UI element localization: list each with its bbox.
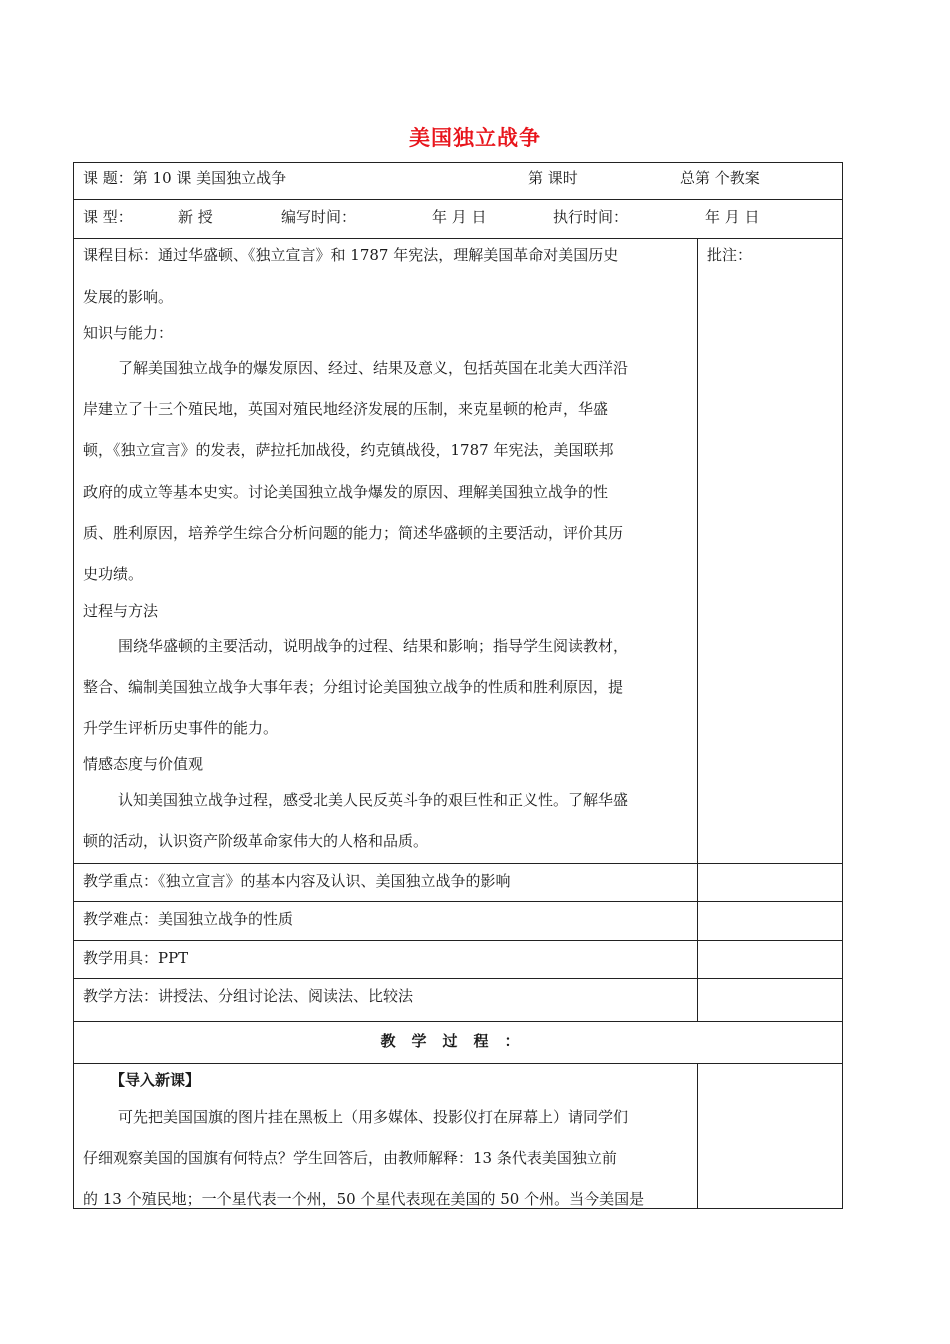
intro-line: 仔细观察美国的国旗有何特点？学生回答后，由教师解释：13 条代表美国独立前 <box>83 1149 617 1167</box>
subject-text: 课 题：第 10 课 美国独立战争 <box>83 169 287 187</box>
objective-line: 升学生评析历史事件的能力。 <box>83 719 279 737</box>
write-time-label: 编写时间： <box>281 208 357 226</box>
row-objectives <box>73 238 843 864</box>
objective-line: 政府的成立等基本史实。讨论美国独立战争爆发的原因、理解美国独立战争的性 <box>83 483 609 501</box>
objective-line: 认知美国独立战争过程，感受北美人民反英斗争的艰巨性和正义性。了解华盛 <box>118 791 629 809</box>
row-intro <box>73 1063 843 1209</box>
exec-time-label: 执行时间： <box>553 208 629 226</box>
objective-line: 了解美国独立战争的爆发原因、经过、结果及意义，包括英国在北美大西洋沿 <box>118 359 629 377</box>
methods-text: 教学方法：讲授法、分组讨论法、阅读法、比较法 <box>83 987 414 1005</box>
intro-cell <box>74 1064 698 1208</box>
row-difficulty <box>73 901 843 941</box>
objective-line: 围绕华盛顿的主要活动，说明战争的过程、结果和影响；指导学生阅读教材， <box>118 637 629 655</box>
intro-line: 的 13 个殖民地；一个星代表一个州，50 个星代表现在美国的 50 个州。当今美国是 <box>83 1190 645 1208</box>
objective-line: 史功绩。 <box>83 565 144 583</box>
tools-text: 教学用具：PPT <box>83 949 189 967</box>
document-title: 美国独立战争 <box>409 126 541 150</box>
methods-cell <box>74 979 698 1021</box>
notes-cell <box>698 239 844 863</box>
tools-cell <box>74 941 698 978</box>
exec-date: 年 月 日 <box>705 208 760 226</box>
process-heading: 教学过程： <box>380 1032 536 1050</box>
objective-heading: 情感态度与价值观 <box>83 755 204 773</box>
difficulty-text: 教学难点：美国独立战争的性质 <box>83 910 294 928</box>
key-point-text: 教学重点：《独立宣言》的基本内容及认识、美国独立战争的影响 <box>83 872 511 890</box>
key-point-cell <box>74 864 698 901</box>
total-plan-text: 总第 个教案 <box>680 169 760 187</box>
write-date: 年 月 日 <box>432 208 487 226</box>
objective-line: 质、胜利原因，培养学生综合分析问题的能力；简述华盛顿的主要活动，评价其历 <box>83 524 624 542</box>
row-key-point <box>73 863 843 902</box>
row-subject <box>73 162 843 200</box>
objective-line: 岸建立了十三个殖民地，英国对殖民地经济发展的压制，来克星顿的枪声，华盛 <box>83 400 609 418</box>
objective-line: 顿，《独立宣言》的发表，萨拉托加战役，约克镇战役，1787 年宪法，美国联邦 <box>83 441 614 459</box>
objective-line: 发展的影响。 <box>83 288 174 306</box>
intro-notes-cell <box>698 1064 844 1208</box>
notes-label: 批注： <box>707 246 753 264</box>
lesson-type-label: 课 型： <box>83 208 133 226</box>
objective-heading: 过程与方法 <box>83 602 159 620</box>
objective-line: 课程目标：通过华盛顿、《独立宣言》和 1787 年宪法，理解美国革命对美国历史 <box>83 246 619 264</box>
row-methods <box>73 978 843 1022</box>
period-text: 第 课时 <box>528 169 578 187</box>
intro-heading: 【导入新课】 <box>110 1071 201 1089</box>
intro-line: 可先把美国国旗的图片挂在黑板上（用多媒体、投影仪打在屏幕上）请同学们 <box>118 1108 629 1126</box>
difficulty-cell <box>74 902 698 940</box>
lesson-type-value: 新 授 <box>178 208 213 226</box>
row-lesson-type <box>73 199 843 239</box>
objective-line: 整合、编制美国独立战争大事年表；分组讨论美国独立战争的性质和胜利原因，提 <box>83 678 624 696</box>
objective-line: 顿的活动，认识资产阶级革命家伟大的人格和品质。 <box>83 832 429 850</box>
objective-heading: 知识与能力： <box>83 324 174 342</box>
objectives-cell <box>74 239 698 863</box>
row-tools <box>73 940 843 979</box>
row-process-heading <box>73 1021 843 1064</box>
